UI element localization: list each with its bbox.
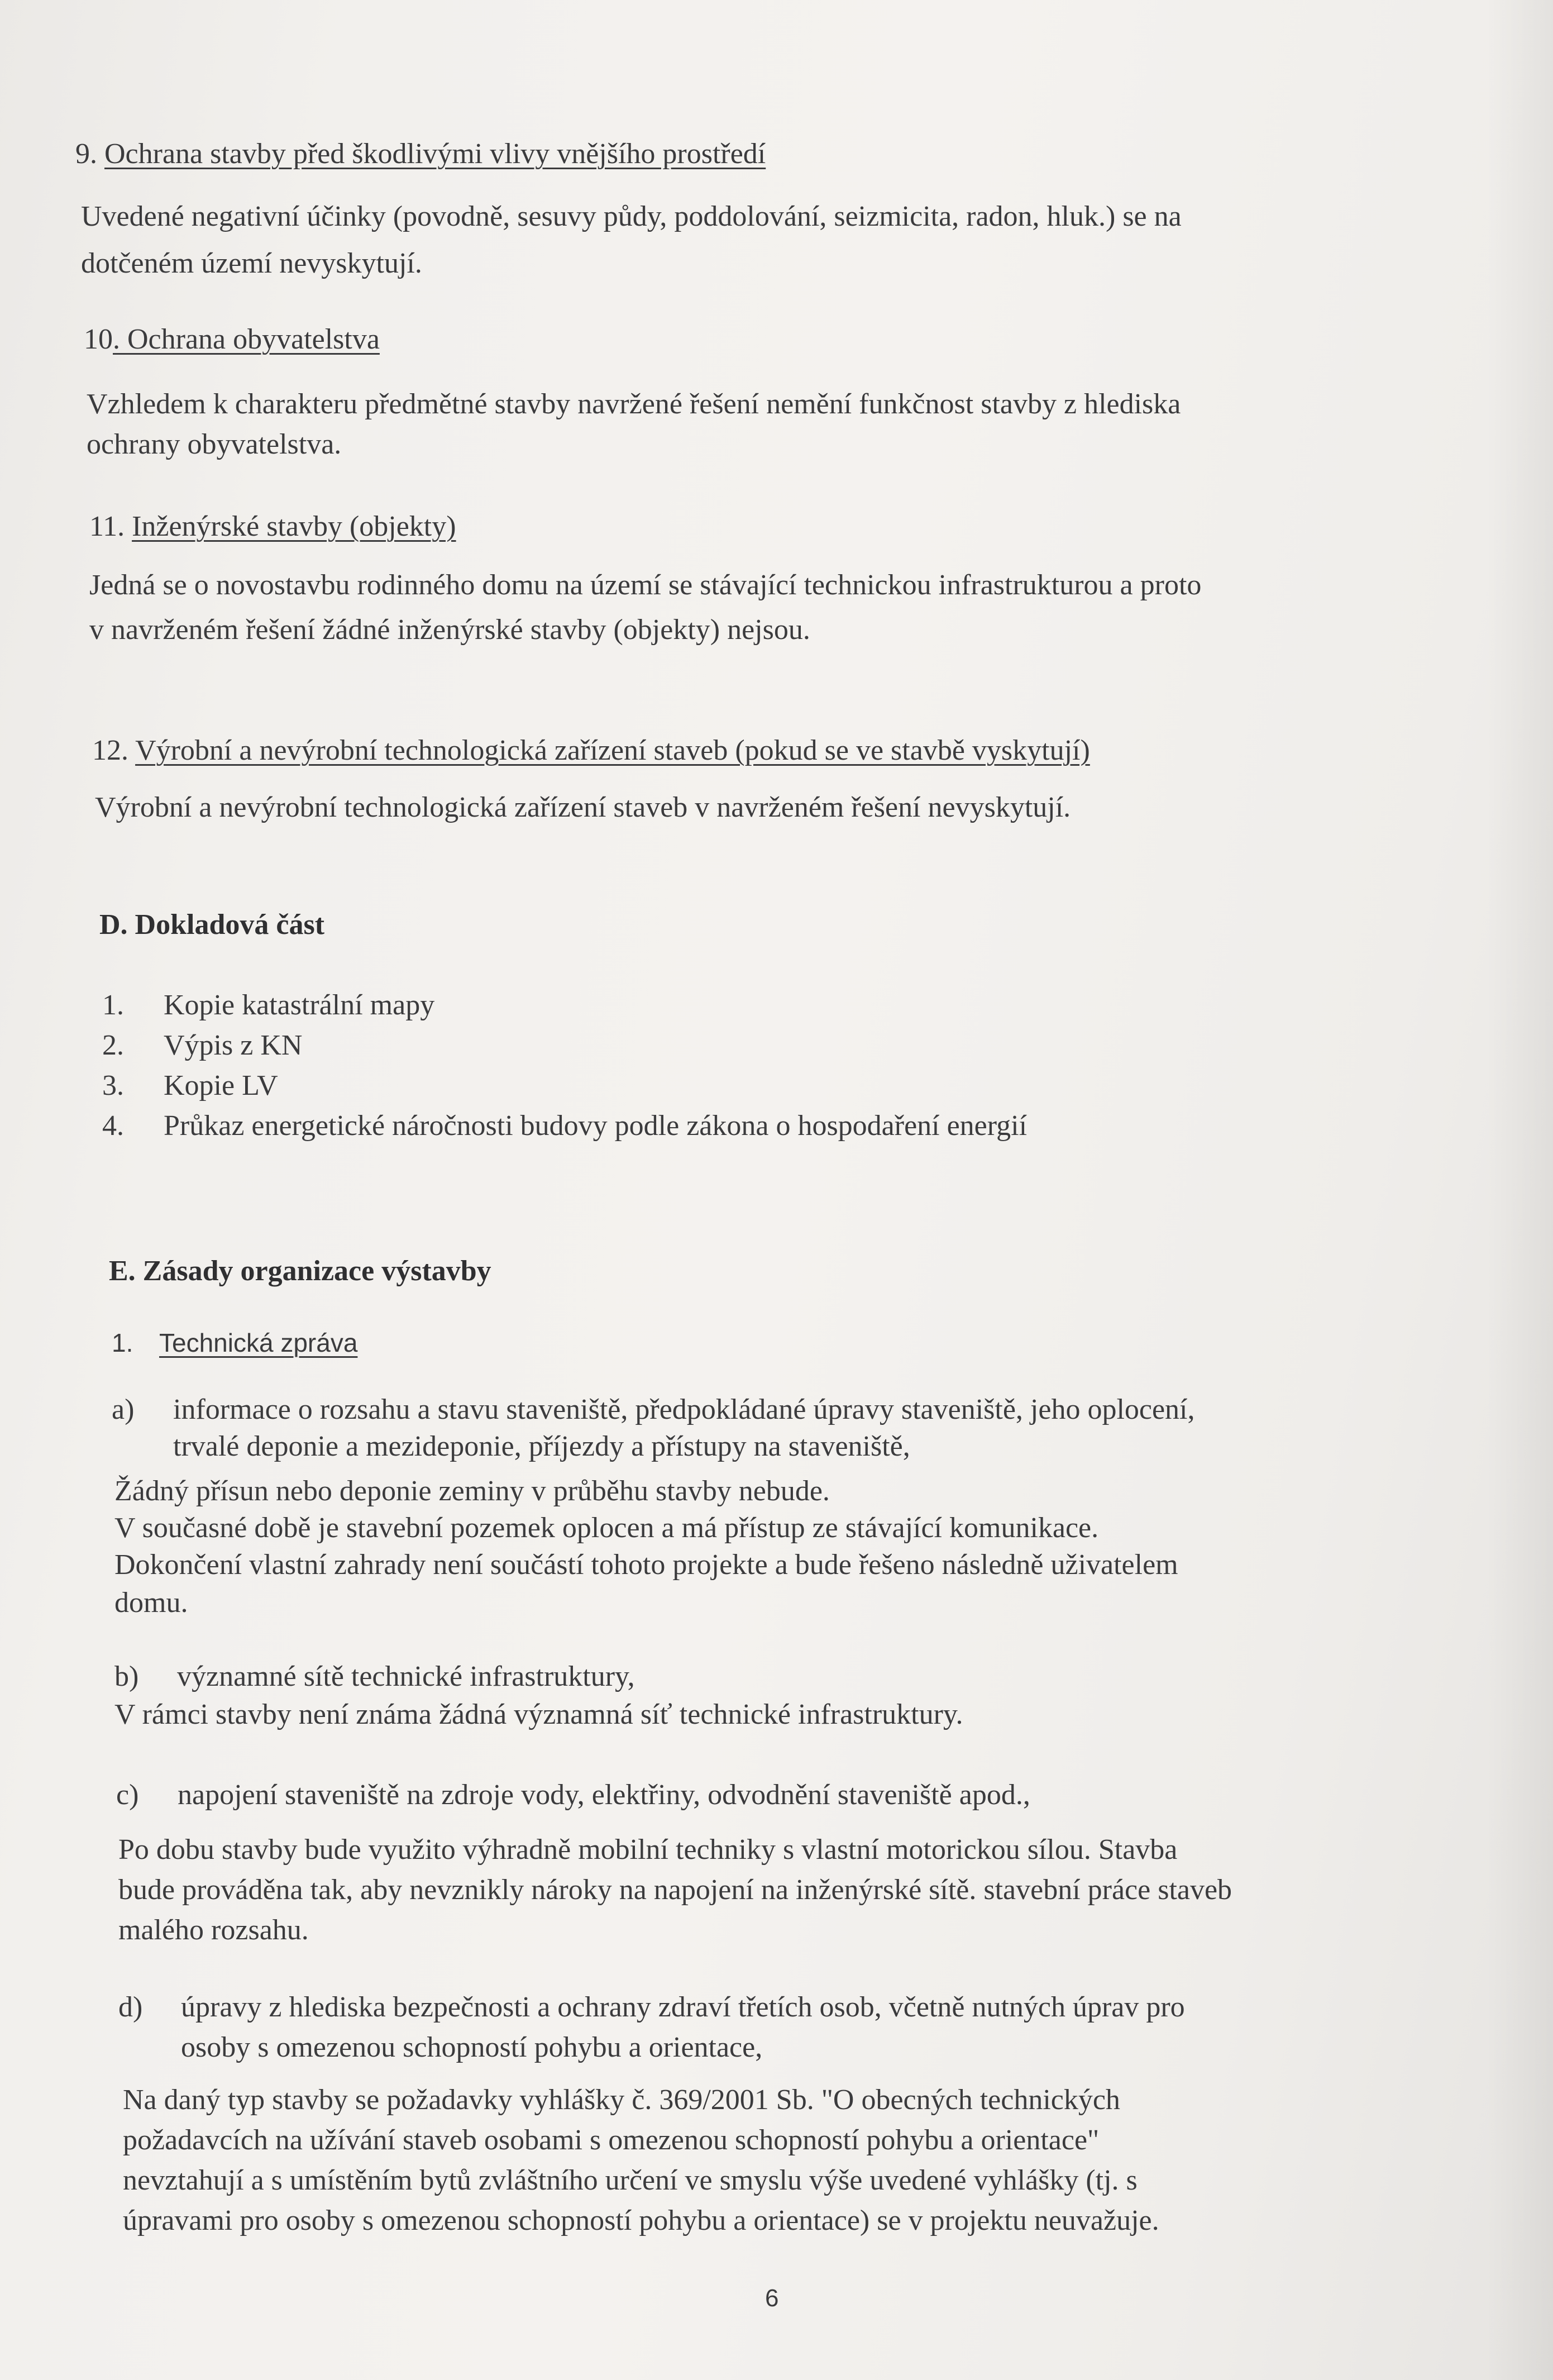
list-item	[102, 1106, 1027, 1146]
section-9-number: 9.	[75, 138, 104, 170]
section-12-heading	[92, 731, 1090, 771]
section-10-line-2: ochrany obyvatelstva.	[87, 428, 342, 460]
list-item-number: 3.	[102, 1070, 124, 1101]
section-10-number: 10	[84, 323, 113, 355]
item-b-body-line-1: V rámci stavby není známa žádná významná síť technické infrastruktury.	[114, 1699, 963, 1730]
section-e-heading: E. Zásady organizace výstavby	[109, 1255, 491, 1287]
section-10-line-1: Vzhledem k charakteru předmětné stavby navržené řešení nemění funkčnost stavby z hlediska	[87, 388, 1181, 420]
item-b-label: b)	[114, 1661, 139, 1692]
item-a-body-line-4: domu.	[114, 1587, 188, 1619]
paper-shadow	[1486, 0, 1553, 2380]
list-item-text: Kopie katastrální mapy	[164, 989, 435, 1021]
item-b-title	[114, 1657, 635, 1697]
page-number: 6	[765, 2284, 779, 2312]
item-a-body-line-3: Dokončení vlastní zahrady není součástí tohoto projekte a bude řešeno následně uživatelem	[114, 1549, 1178, 1581]
item-c-body-line-1: Po dobu stavby bude využito výhradně mobilní techniky s vlastní motorickou sílou. Stavba	[118, 1834, 1178, 1866]
section-11-line-2: v navrženém řešení žádné inženýrské stavby (objekty) nejsou.	[89, 614, 810, 646]
section-11-heading	[89, 507, 456, 547]
item-b-title-text: významné sítě technické infrastruktury,	[177, 1661, 635, 1692]
item-a-title-line-2: trvalé deponie a mezideponie, příjezdy a přístupy na staveniště,	[173, 1430, 910, 1462]
list-item-text: Průkaz energetické náročnosti budovy podle zákona o hospodaření energií	[164, 1110, 1028, 1142]
item-d-body-line-3: nevztahují a s umístěním bytů zvláštního určení ve smyslu výše uvedené vyhlášky (tj. s	[123, 2164, 1138, 2196]
section-d-heading: D. Dokladová část	[99, 909, 325, 941]
item-c-body-line-2: bude prováděna tak, aby nevznikly nároky na napojení na inženýrské sítě. stavební práce staveb	[118, 1874, 1232, 1906]
list-item-text: Kopie LV	[164, 1070, 278, 1101]
item-d-body-line-4: úpravami pro osoby s omezenou schopností pohybu a orientace) se v projektu neuvažuje.	[123, 2205, 1159, 2236]
section-12-title: Výrobní a nevýrobní technologická zařízení staveb (pokud se ve stavbě vyskytují)	[135, 734, 1090, 766]
list-item-number: 1.	[102, 989, 124, 1021]
list-item-text: Výpis z KN	[164, 1029, 303, 1061]
item-c-title-text: napojení staveniště na zdroje vody, elektřiny, odvodnění staveniště apod.,	[178, 1779, 1030, 1811]
item-d-body-line-2: požadavcích na užívání staveb osobami s omezenou schopností pohybu a orientace"	[123, 2124, 1100, 2156]
section-11-line-1: Jedná se o novostavbu rodinného domu na území se stávající technickou infrastrukturou a proto	[89, 569, 1202, 601]
section-e-subheading-number: 1.	[112, 1328, 133, 1357]
list-item	[102, 985, 434, 1026]
section-11-number: 11.	[89, 511, 132, 542]
section-11-title: Inženýrské stavby (objekty)	[132, 511, 456, 542]
section-10-title: . Ochrana obyvatelstva	[113, 323, 380, 355]
section-e-subheading	[112, 1323, 357, 1363]
section-e-subheading-title: Technická zpráva	[159, 1328, 358, 1357]
list-item	[102, 1026, 302, 1066]
item-c-title	[116, 1775, 1030, 1815]
item-d-title-text-1: úpravy z hlediska bezpečnosti a ochrany zdraví třetích osob, včetně nutných úprav pro	[181, 1991, 1185, 2023]
section-10-heading	[84, 319, 380, 360]
section-9-line-1: Uvedené negativní účinky (povodně, sesuvy půdy, poddolování, seizmicita, radon, hluk.) se na	[81, 201, 1182, 232]
item-a-title-line-1	[112, 1390, 1195, 1430]
item-d-label: d)	[118, 1991, 143, 2023]
item-d-body-line-1: Na daný typ stavby se požadavky vyhlášky č. 369/2001 Sb. "O obecných technických	[123, 2084, 1120, 2116]
item-c-body-line-3: malého rozsahu.	[118, 1914, 309, 1946]
list-item-number: 4.	[102, 1110, 124, 1142]
section-9-title: Ochrana stavby před škodlivými vlivy vnějšího prostředí	[104, 138, 766, 170]
section-9-line-2: dotčeném území nevyskytují.	[81, 247, 422, 279]
list-item-number: 2.	[102, 1029, 124, 1061]
item-a-body-line-1: Žádný přísun nebo deponie zeminy v průběhu stavby nebude.	[114, 1475, 830, 1507]
section-12-line-1: Výrobní a nevýrobní technologická zařízení staveb v navrženém řešení nevyskytují.	[95, 791, 1071, 823]
section-12-number: 12.	[92, 734, 136, 766]
item-a-label: a)	[112, 1394, 135, 1425]
item-c-label: c)	[116, 1779, 139, 1811]
item-d-title-line-2: osoby s omezenou schopností pohybu a orientace,	[181, 2031, 763, 2063]
list-item	[102, 1066, 278, 1106]
section-9-heading	[75, 134, 766, 174]
item-a-body-line-2: V současné době je stavební pozemek oplocen a má přístup ze stávající komunikace.	[114, 1512, 1099, 1544]
item-d-title-line-1	[118, 1987, 1185, 2028]
item-a-title-text-1: informace o rozsahu a stavu staveniště, předpokládané úpravy staveniště, jeho oplocení,	[173, 1394, 1195, 1425]
